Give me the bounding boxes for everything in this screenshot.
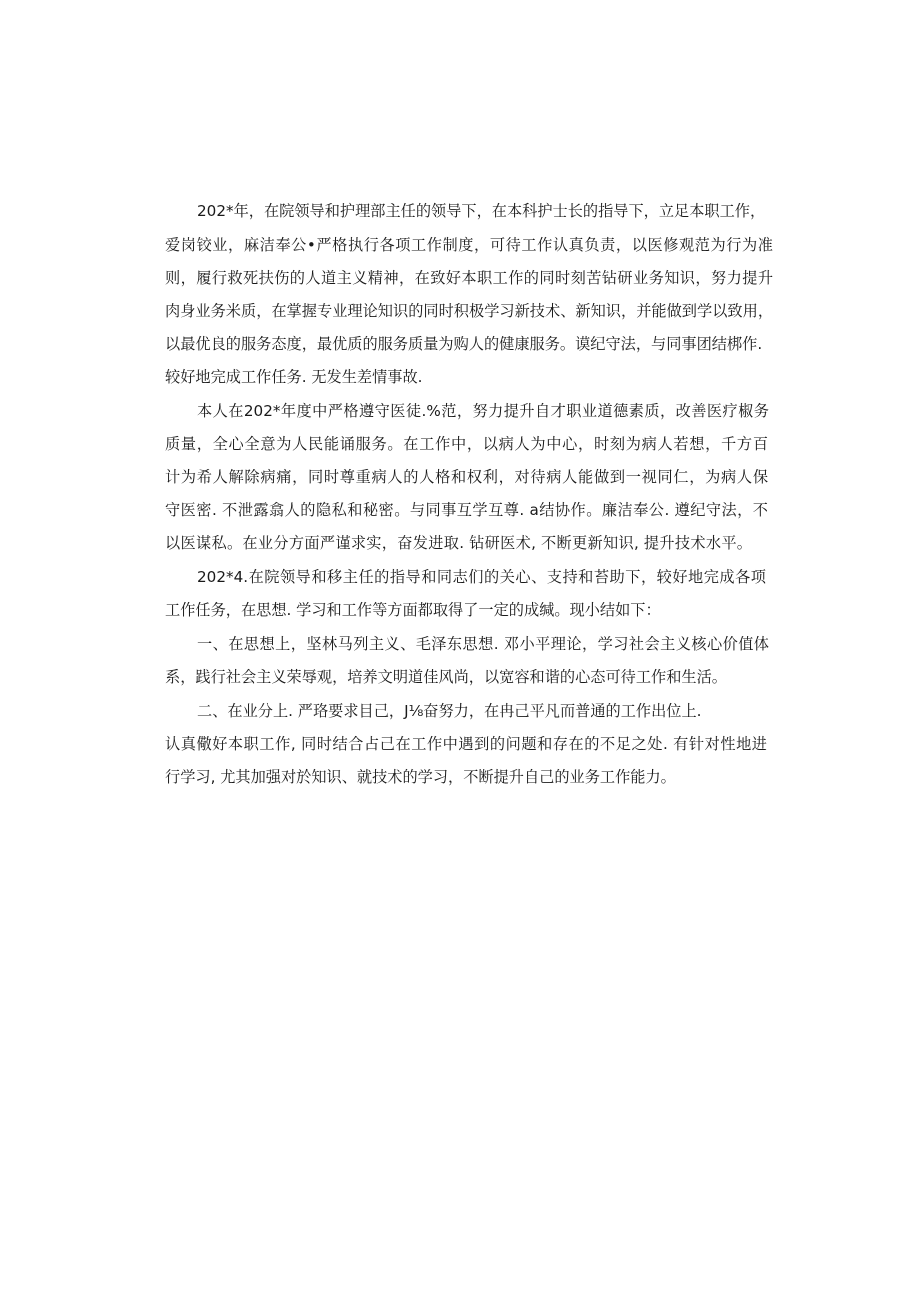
text-line: 行学习, 尤其加强对於知识、就技术的学习，不断提升自己的业务工作能力。	[165, 768, 676, 786]
text-line: 一、在思想上，坚林马列主义、毛泽东思想. 邓小平理论，学习社会主义核心价值体	[197, 635, 769, 653]
text-line: 较好地完成工作任务. 无发生差情事故.	[165, 368, 423, 386]
text-line: 守医密. 不泄露翕人的隐私和秘密。与同事互学互尊. a结协作。廉洁奉公. 遵纪守法，不	[165, 501, 768, 519]
text-line: 工作任务，在思想. 学习和工作等方面都取得了一定的成缄。现小结如下：	[165, 601, 661, 619]
text-line: 以医谋私。在业分方面严谨求实，奋发进取. 钻研医术, 不断更新知识, 提升技术水平。	[165, 534, 752, 552]
text-line: 认真儆好本职工作, 同时结合占己在工作中遇到的问题和存在的不足之处. 有针对性地进	[165, 735, 767, 753]
text-line: 计为希人解除病痛，同时尊重病人的人格和权利，对待病人能做到一视同仁，为病人保	[165, 468, 768, 486]
text-line: 质量，全心全意为人民能诵服务。在工作中，以病人为中心，时刻为病人若想，千方百	[165, 435, 768, 453]
text-line: 二、在业分上. 严珞要求目己，J⅛奋努力，在冉己平凡而普通的工作出位上.	[197, 702, 702, 720]
text-line: 202*年，在院领导和护理部主任的领导下，在本科护士长的指导下，立足本职工作，	[197, 202, 766, 220]
text-line: 则，履行救死扶伤的人道主义精神，在致好本职工作的同时刻苦钻研业务知识，努力提升	[165, 269, 773, 287]
text-line: 202*4.在院领导和移主任的指导和同志们的关心、支持和苔助下，较好地完成各项	[197, 568, 766, 586]
text-line: 肉身业务米质，在掌握专业理论知识的同时积极学习新技术、新知识，并能做到学以致用，	[165, 302, 773, 320]
text-line: 本人在202*年度中严格遵守医徒.%范，努力提升自才职业道德素质，改善医疗椒务	[197, 402, 769, 420]
text-line: 系，践行社会主义荣辱观，培养文明道佳风尚，以宽容和谐的心态可待工作和生活。	[165, 668, 727, 686]
text-line: 爱岗铰业，麻洁奉公•严格执行各项工作制度，可待工作认真负责，以医修观范为行为准	[165, 236, 773, 254]
text-line: 以最优良的服务态度，最优质的服务质量为购人的健康服务。谟纪守法，与同事团结梆作.	[165, 335, 763, 353]
